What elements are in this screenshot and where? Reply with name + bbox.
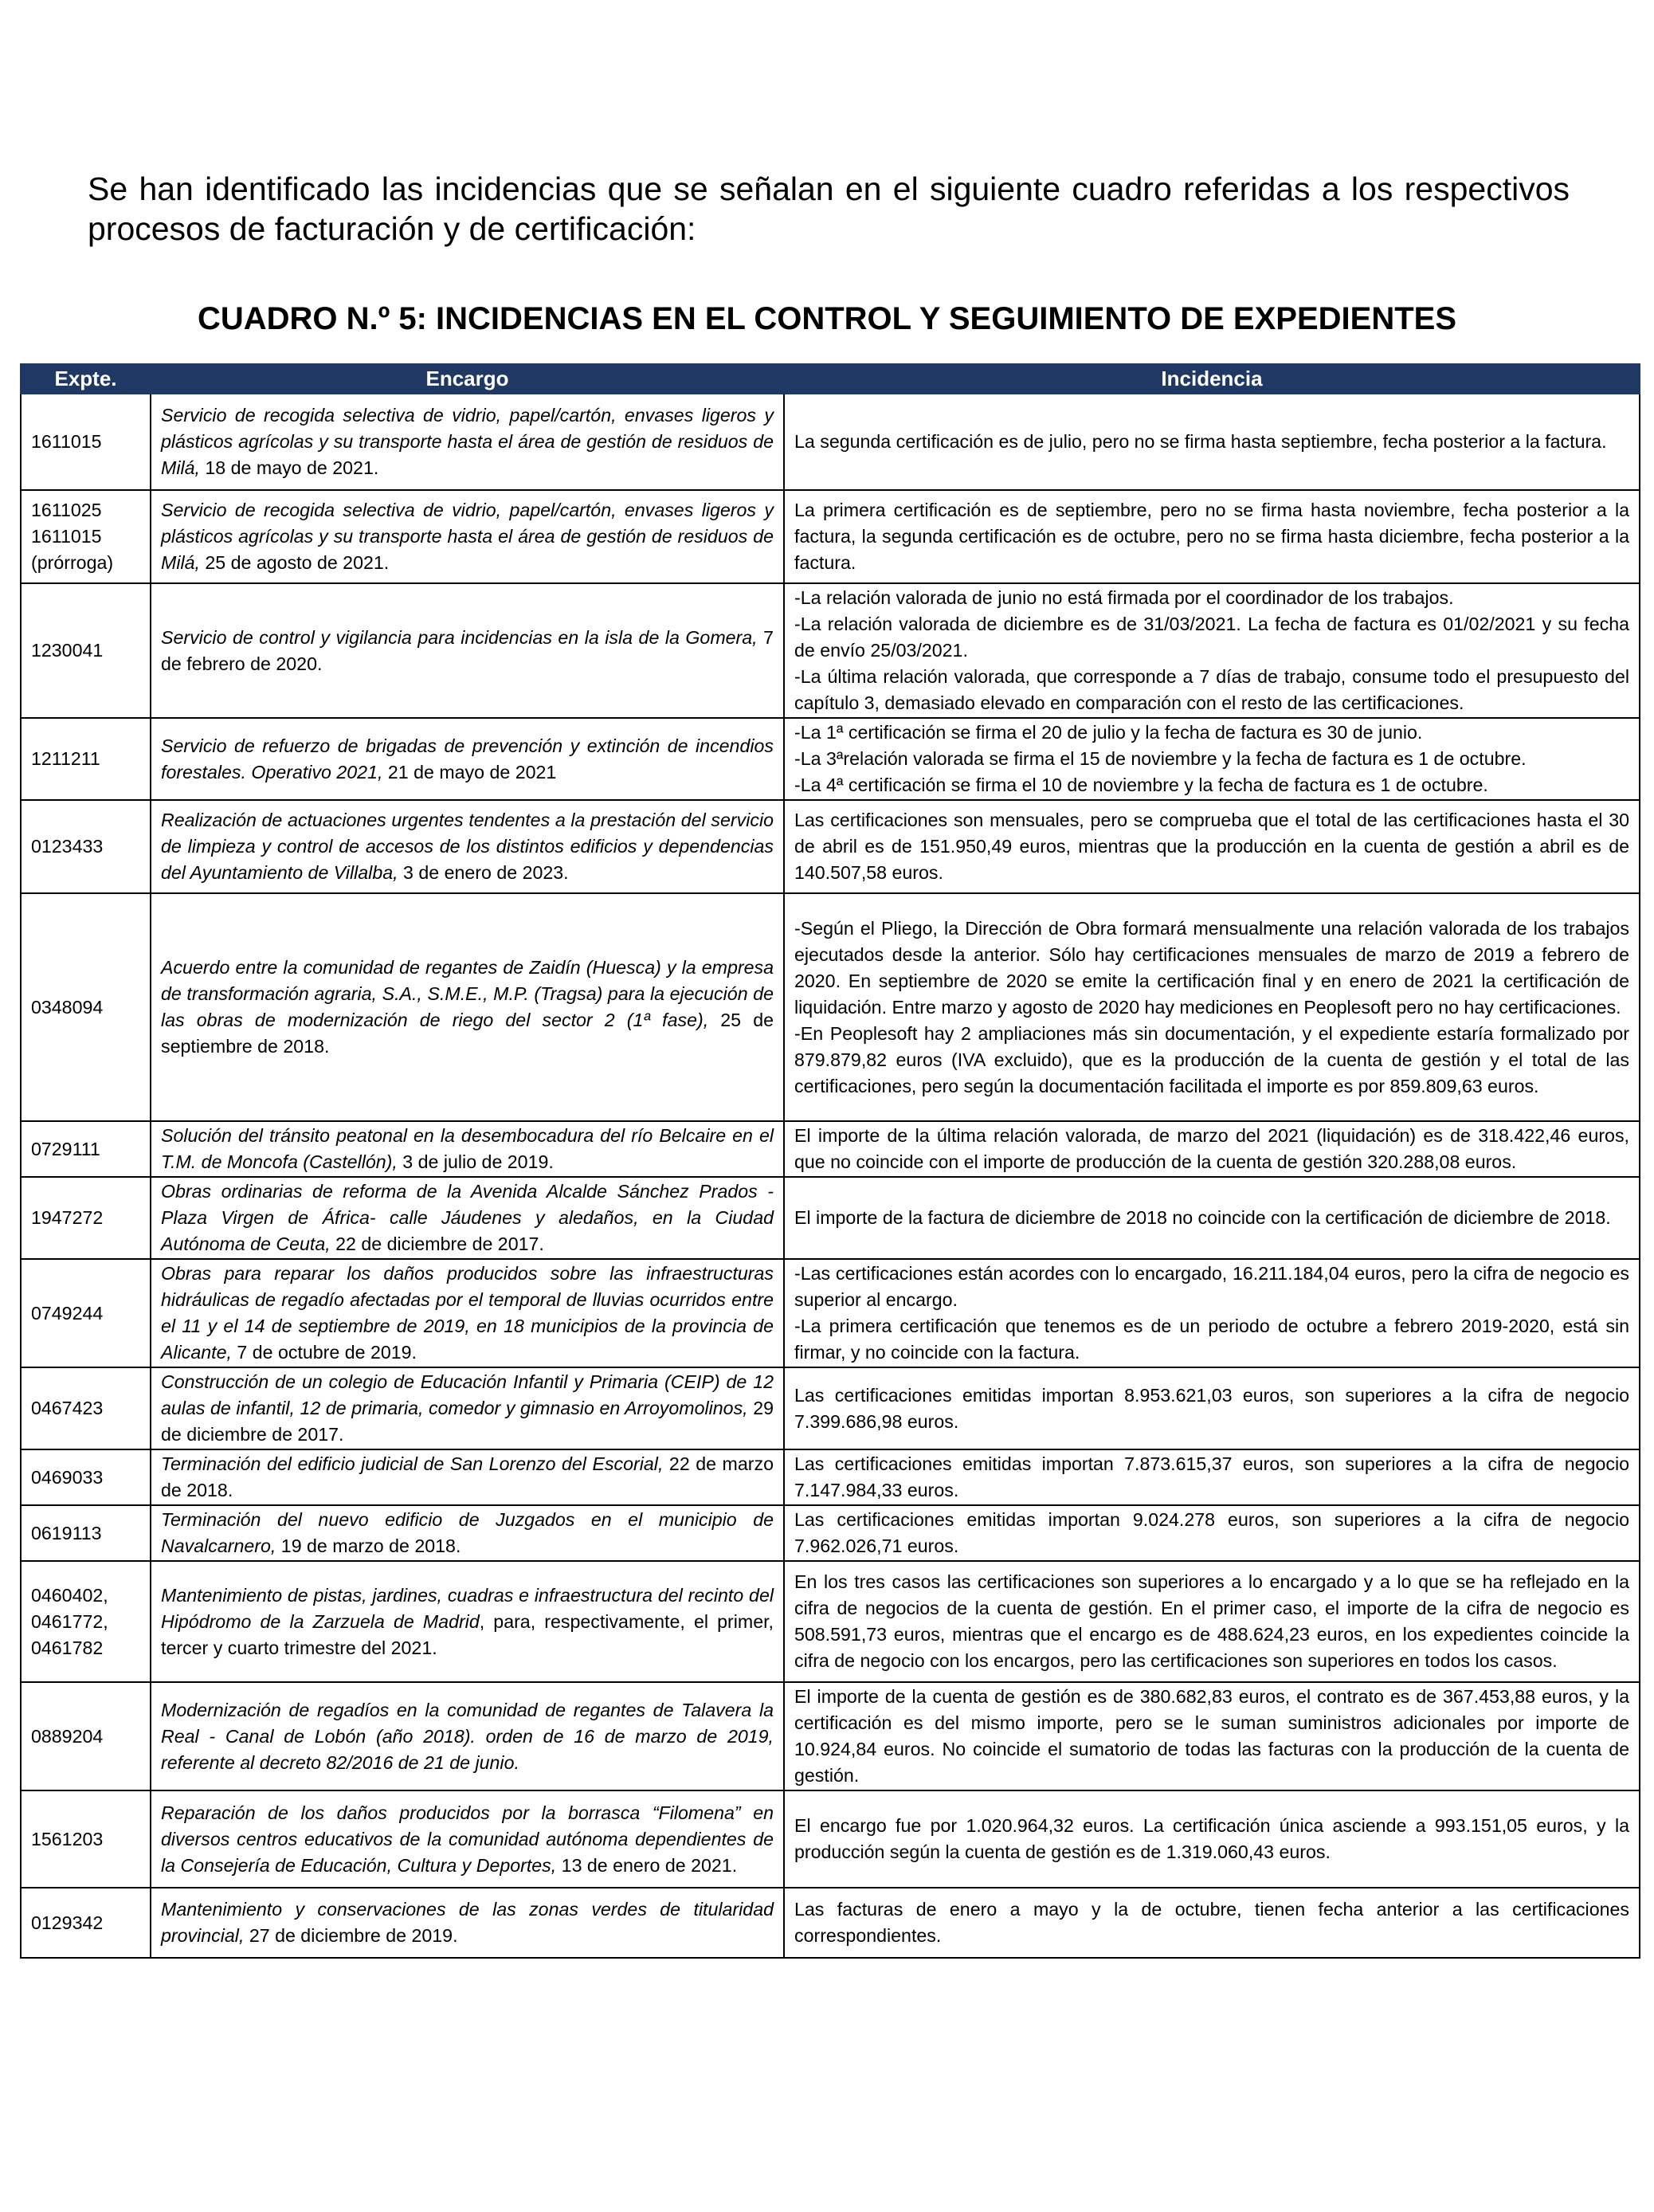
incidencia-text: -Las certificaciones están acordes con lo encargado, 16.211.184,04 euros, pero la cifra de negocio es superior al encargo. (794, 1263, 1629, 1310)
encargo-text: Obras ordinarias de reforma de la Avenida Alcalde Sánchez Prados - Plaza Virgen de África- calle Jáudenes y aledaños, en la Ciudad Autónoma de Ceuta, (161, 1181, 774, 1254)
incidencia-cell (784, 394, 1640, 490)
expte-number: 0619113 (31, 1522, 102, 1543)
encargo-cell (151, 800, 784, 893)
incidencia-text: -La relación valorada de junio no está firmada por el coordinador de los trabajos. (794, 587, 1454, 608)
expte-cell (21, 718, 151, 800)
incidencia-cell (784, 1682, 1640, 1790)
expte-number: 0129342 (31, 1912, 104, 1933)
incidencia-cell (784, 718, 1640, 800)
incidencia-text: Las certificaciones son mensuales, pero se comprueba que el total de las certificaciones hasta el 30 de abril es de 151.950,49 euros, mientras que la producción en la cuenta de gestión a abril es de 140.507,58 euros. (794, 810, 1629, 883)
expte-cell (21, 800, 151, 893)
table-row (21, 1259, 1640, 1367)
expte-number: 0460402, (31, 1584, 108, 1606)
expte-cell (21, 394, 151, 490)
incidencia-text: -La 4ª certificación se firma el 10 de noviembre y la fecha de factura es 1 de octubre. (794, 775, 1488, 795)
encargo-text: Construcción de un colegio de Educación Infantil y Primaria (CEIP) de 12 aulas de infantil, 12 de primaria, comedor y gimnasio en Arroyomolinos, (161, 1371, 774, 1418)
encargo-cell (151, 1888, 784, 1958)
expte-cell (21, 1561, 151, 1682)
encargo-date: 3 de enero de 2023. (398, 862, 569, 883)
encargo-text: Realización de actuaciones urgentes tendentes a la prestación del servicio de limpieza y control de accesos de los distintos edificios y dependencias del Ayuntamiento de Villalba, (161, 810, 774, 883)
encargo-date: 19 de marzo de 2018. (276, 1535, 461, 1556)
incidencia-text: -La última relación valorada, que corresponde a 7 días de trabajo, consume todo el presupuesto del capítulo 3, demasiado elevado en comparación con el resto de las certificaciones. (794, 666, 1629, 713)
table-row (21, 1682, 1640, 1790)
encargo-text: Servicio de recogida selectiva de vidrio, papel/cartón, envases ligeros y plásticos agrícolas y su transporte hasta el área de gestión de residuos de Milá, (161, 500, 774, 573)
incidencia-cell (784, 1367, 1640, 1449)
encargo-cell (151, 1259, 784, 1367)
incidencia-text: -La relación valorada de diciembre es de 31/03/2021. La fecha de factura es 01/02/2021 y su fecha de envío 25/03/2021. (794, 614, 1629, 661)
encargo-text: Terminación del nuevo edificio de Juzgados en el municipio de Navalcarnero, (161, 1509, 774, 1556)
encargo-date: 7 de febrero de 2020. (161, 626, 774, 674)
expte-cell (21, 1682, 151, 1790)
encargo-cell (151, 718, 784, 800)
header-encargo: Encargo (151, 364, 784, 394)
incidencia-text: El importe de la última relación valorada, de marzo del 2021 (liquidación) es de 318.422,46 euros, que no coincide con el importe de producción de la cuenta de gestión 320.288,08 euros. (794, 1125, 1629, 1172)
table-row (21, 1449, 1640, 1505)
incidencia-text: La segunda certificación es de julio, pero no se firma hasta septiembre, fecha posterior a la factura. (794, 431, 1607, 452)
expte-number: 0348094 (31, 996, 104, 1018)
incidencia-cell (784, 490, 1640, 583)
incidencia-text: -La primera certificación que tenemos es de un periodo de octubre a febrero 2019-2020, está sin firmar, y no coincide con la factura. (794, 1316, 1629, 1363)
incidencia-cell (784, 1449, 1640, 1505)
expte-number: (prórroga) (31, 552, 114, 573)
incidencia-text: Las certificaciones emitidas importan 9.024.278 euros, son superiores a la cifra de negocio 7.962.026,71 euros. (794, 1509, 1629, 1556)
incidencia-cell (784, 1561, 1640, 1682)
expte-number: 1611025 (31, 500, 102, 520)
encargo-date: 25 de septiembre de 2018. (161, 1010, 774, 1057)
expte-cell (21, 1505, 151, 1561)
expte-number: 1947272 (31, 1207, 104, 1228)
encargo-text: Terminación del edificio judicial de San Lorenzo del Escorial, (161, 1453, 664, 1474)
encargo-cell (151, 1177, 784, 1259)
incidencia-cell (784, 1121, 1640, 1177)
encargo-cell (151, 1790, 784, 1888)
encargo-text: Servicio de recogida selectiva de vidrio, papel/cartón, envases ligeros y plásticos agrícolas y su transporte hasta el área de gestión de residuos de Milá, (161, 405, 774, 478)
encargo-cell (151, 1121, 784, 1177)
table-title: CUADRO N.º 5: INCIDENCIAS EN EL CONTROL Y SEGUIMIENTO DE EXPEDIENTES (197, 301, 1457, 336)
table-row (21, 1367, 1640, 1449)
table-row (21, 1121, 1640, 1177)
incidencia-cell (784, 1259, 1640, 1367)
incidencia-text: Las certificaciones emitidas importan 8.953.621,03 euros, son superiores a la cifra de negocio 7.399.686,98 euros. (794, 1384, 1629, 1432)
incidencia-text: El importe de la cuenta de gestión es de 380.682,83 euros, el contrato es de 367.453,88 euros, y la certificación es del mismo importe, pero se le suman suministros adicionales por importe de 10.924,84 euros. No coincide el sumatorio de todas las facturas con la producción de la cuenta de gestión. (794, 1686, 1629, 1786)
intro-paragraph: Se han identificado las incidencias que se señalan en el siguiente cuadro referidas a los respectivos procesos de facturación y de certificación: (88, 171, 1570, 247)
encargo-cell (151, 583, 784, 718)
encargo-text: Reparación de los daños producidos por la borrasca “Filomena” en diversos centros educativos de la comunidad autónoma dependientes de la Consejería de Educación, Cultura y Deportes, (161, 1802, 774, 1876)
incidencia-cell (784, 893, 1640, 1121)
expte-cell (21, 1790, 151, 1888)
expte-number: 0729111 (31, 1138, 100, 1159)
encargo-text: Servicio de control y vigilancia para incidencias en la isla de la Gomera, (161, 626, 758, 648)
table-row (21, 1561, 1640, 1682)
header-expte: Expte. (21, 364, 151, 394)
expte-number: 1561203 (31, 1828, 104, 1849)
expte-cell (21, 893, 151, 1121)
encargo-cell (151, 1505, 784, 1561)
table-row (21, 394, 1640, 490)
incidencia-text: La primera certificación es de septiembre, pero no se firma hasta noviembre, fecha posterior a la factura, la segunda certificación es de octubre, pero no se firma hasta diciembre, fecha posterior a la factura. (794, 500, 1629, 573)
expte-number: 0749244 (31, 1302, 104, 1324)
incidencia-text: En los tres casos las certificaciones son superiores a lo encargado y a lo que se ha reflejado en la cifra de negocios de la cuenta de gestión. En el primer caso, el importe de la cifra de negocio es 508.591,73 euros, mientras que el encargo es de 488.624,23 euros, en los expedientes coincide la cifra de negocio con los encargos, pero las certificaciones son superiores en todos los casos. (794, 1571, 1629, 1671)
encargo-cell (151, 1561, 784, 1682)
incidencia-cell (784, 800, 1640, 893)
table-row (21, 1888, 1640, 1958)
table-row (21, 1790, 1640, 1888)
table-row (21, 583, 1640, 718)
encargo-text: Obras para reparar los daños producidos sobre las infraestructuras hidráulicas de regadío afectadas por el temporal de lluvias ocurridos entre el 11 y el 14 de septiembre de 2019, en 18 municipios de la provincia de Alicante, (161, 1263, 774, 1363)
expte-cell (21, 1888, 151, 1958)
expte-number: 0469033 (31, 1466, 104, 1488)
incidencia-cell (784, 1177, 1640, 1259)
expte-cell (21, 1449, 151, 1505)
encargo-date: 21 de mayo de 2021 (382, 761, 557, 782)
encargo-date: 25 de agosto de 2021. (199, 552, 390, 573)
encargo-text: Mantenimiento y conservaciones de las zonas verdes de titularidad provincial, (161, 1899, 774, 1946)
expte-cell (21, 583, 151, 718)
expte-cell (21, 1367, 151, 1449)
encargo-cell (151, 394, 784, 490)
table-row (21, 490, 1640, 583)
expte-number: 1211211 (31, 748, 100, 769)
encargo-date: 7 de octubre de 2019. (231, 1342, 417, 1363)
expte-number: 0467423 (31, 1398, 104, 1418)
incidencia-text: -La 1ª certificación se firma el 20 de julio y la fecha de factura es 30 de junio. (794, 722, 1423, 743)
encargo-date: 22 de marzo de 2018. (161, 1453, 774, 1500)
expte-number: 1611015 (31, 526, 102, 547)
encargo-date: 3 de julio de 2019. (397, 1151, 554, 1172)
encargo-date: 18 de mayo de 2021. (199, 457, 379, 478)
incidencias-table (20, 363, 1640, 1959)
encargo-cell (151, 1367, 784, 1449)
table-row (21, 800, 1640, 893)
incidencia-text: Las facturas de enero a mayo y la de octubre, tienen fecha anterior a las certificaciones correspondientes. (794, 1899, 1629, 1946)
expte-number: 1230041 (31, 640, 104, 661)
header-incidencia: Incidencia (784, 364, 1640, 394)
expte-number: 0461772, (31, 1610, 108, 1632)
encargo-date: 13 de enero de 2021. (556, 1854, 738, 1876)
table-header-row (21, 364, 1640, 394)
encargo-cell (151, 1449, 784, 1505)
encargo-cell (151, 893, 784, 1121)
expte-number: 0123433 (31, 836, 104, 857)
expte-cell (21, 1259, 151, 1367)
incidencia-text: -La 3ªrelación valorada se firma el 15 de noviembre y la fecha de factura es 1 de octubre. (794, 748, 1527, 769)
expte-number: 0461782 (31, 1637, 104, 1658)
encargo-text: Mantenimiento de pistas, jardines, cuadras e infraestructura del recinto del Hipódromo de la Zarzuela de Madrid (161, 1584, 774, 1632)
expte-cell (21, 1121, 151, 1177)
table-row (21, 1177, 1640, 1259)
expte-number: 0889204 (31, 1725, 104, 1747)
incidencia-cell (784, 583, 1640, 718)
incidencia-cell (784, 1505, 1640, 1561)
expte-number: 1611015 (31, 431, 102, 452)
encargo-text: Acuerdo entre la comunidad de regantes de Zaidín (Huesca) y la empresa de transformación agraria, S.A., S.M.E., M.P. (Tragsa) para la ejecución de las obras de modernización de riego del sector 2 (1ª fase), (161, 957, 774, 1030)
encargo-cell (151, 490, 784, 583)
encargo-date: , para, respectivamente, el primer, tercer y cuarto trimestre del 2021. (161, 1610, 774, 1658)
encargo-date: 29 de diciembre de 2017. (161, 1398, 774, 1445)
incidencia-text: Las certificaciones emitidas importan 7.873.615,37 euros, son superiores a la cifra de negocio 7.147.984,33 euros. (794, 1453, 1629, 1500)
incidencia-cell (784, 1790, 1640, 1888)
encargo-cell (151, 1682, 784, 1790)
encargo-text: Servicio de refuerzo de brigadas de prevención y extinción de incendios forestales. Operativo 2021, (161, 735, 774, 782)
table-row (21, 893, 1640, 1121)
expte-cell (21, 490, 151, 583)
table-row (21, 718, 1640, 800)
encargo-date: 22 de diciembre de 2017. (330, 1233, 544, 1254)
incidencia-text: -Según el Pliego, la Dirección de Obra formará mensualmente una relación valorada de los trabajos ejecutados desde la anterior. Sólo hay certificaciones mensuales de marzo de 2019 a febrero de 2020. En septiembre de 2020 se emite la certificación final y en enero de 2021 la certificación de liquidación. Entre marzo y agosto de 2020 hay mediciones en Peoplesoft pero no hay certificaciones. (794, 917, 1629, 1018)
encargo-text: Solución del tránsito peatonal en la desembocadura del río Belcaire en el T.M. de Moncofa (Castellón), (161, 1125, 774, 1172)
incidencia-text: El encargo fue por 1.020.964,32 euros. La certificación única asciende a 993.151,05 euros, y la producción según la cuenta de gestión es de 1.319.060,43 euros. (794, 1815, 1629, 1862)
table-row (21, 1505, 1640, 1561)
incidencia-text: -En Peoplesoft hay 2 ampliaciones más sin documentación, y el expediente estaría formalizado por 879.879,82 euros (IVA excluido), que es la producción de la cuenta de gestión y el total de las certificaciones, pero según la documentación facilitada el importe es por 859.809,63 euros. (794, 1022, 1629, 1096)
encargo-text: Modernización de regadíos en la comunidad de regantes de Talavera la Real - Canal de Lobón (año 2018). orden de 16 de marzo de 2019, referente al decreto 82/2016 de 21 de junio. (161, 1699, 774, 1773)
incidencia-text: El importe de la factura de diciembre de 2018 no coincide con la certificación de diciembre de 2018. (794, 1207, 1611, 1228)
expte-cell (21, 1177, 151, 1259)
encargo-date: 27 de diciembre de 2019. (244, 1925, 458, 1946)
incidencia-cell (784, 1888, 1640, 1958)
